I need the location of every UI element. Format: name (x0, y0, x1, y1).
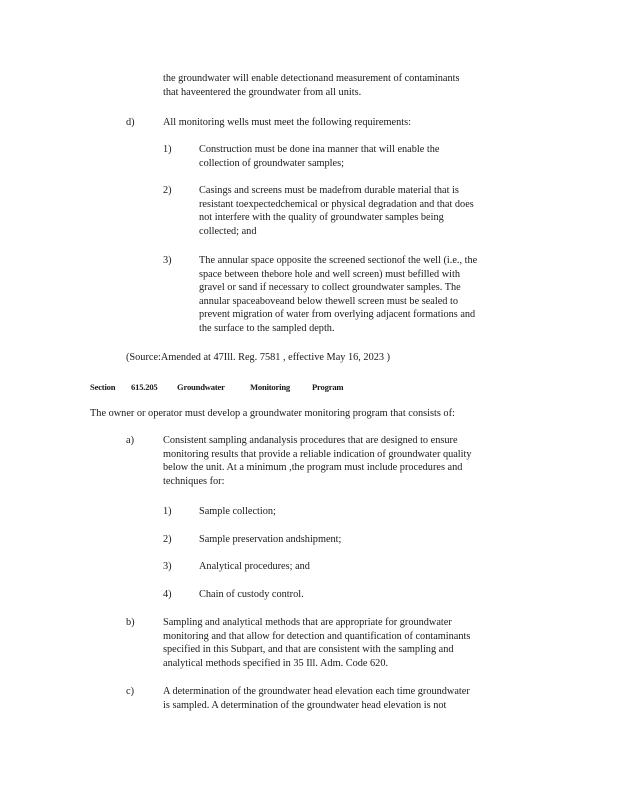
item-b-label: b) (126, 617, 135, 628)
item-d-text (163, 116, 411, 130)
section-title-word: Groundwater (177, 382, 225, 392)
section-title-word: Monitoring (250, 382, 291, 392)
item-b-text (163, 616, 470, 670)
text-line: Consistent sampling andanalysis procedures that are designed to ensure (163, 435, 458, 446)
text-line: monitoring and that allow for detection and quantification of contaminants (163, 630, 471, 642)
text-line: the surface to the sampled depth. (199, 322, 335, 334)
text-line: Analytical procedures; and (199, 561, 310, 572)
text-line: The annular space opposite the screened sectionof the well (i.e., the (199, 255, 478, 266)
item-a-2-text (199, 533, 341, 547)
item-d-label: d) (126, 117, 135, 128)
text-line: collection of groundwater samples; (199, 157, 344, 169)
text-line: is sampled. A determination of the groundwater head elevation is not (163, 699, 447, 711)
text-line: monitoring results that provide a reliable indication of groundwater quality (163, 448, 472, 460)
text-line: The owner or operator must develop a groundwater monitoring program that consists of: (90, 408, 455, 419)
text-line: resistant toexpectedchemical or physical degradation and that does (199, 198, 474, 210)
text-line: specified in this Subpart, and that are consistent with the sampling and (163, 644, 454, 656)
text-line: space between thebore hole and well screen) must befilled with (199, 268, 461, 280)
continuation-paragraph (163, 72, 460, 99)
item-d-2-label: 2) (163, 185, 172, 196)
text-line: techniques for: (163, 475, 225, 487)
text-line: analytical methods specified in 35 Ill. Adm. Code 620. (163, 657, 389, 669)
text-line: A determination of the groundwater head elevation each time groundwater (163, 686, 470, 697)
text-line: prevent migration of water from overlying adjacent formations and (199, 309, 476, 321)
text-line: Chain of custody control. (199, 589, 304, 600)
text-line: Sampling and analytical methods that are appropriate for groundwater (163, 617, 452, 628)
section-title-word: Program (312, 382, 344, 392)
section-number: 615.205 (131, 382, 158, 392)
section-label: Section (90, 382, 116, 392)
item-a-text (163, 434, 472, 488)
text-line: All monitoring wells must meet the following requirements: (163, 117, 411, 128)
item-c-label: c) (126, 686, 134, 697)
text-line: collected; and (199, 225, 257, 237)
item-d-1-text (199, 143, 440, 170)
text-line: below the unit. At a minimum ,the program must include procedures and (163, 462, 463, 474)
item-a-3-label: 3) (163, 561, 172, 572)
item-a-label: a) (126, 435, 134, 446)
text-line: the groundwater will enable detectionand measurement of contaminants (163, 73, 460, 84)
text-line: Sample collection; (199, 506, 276, 517)
item-a-1-label: 1) (163, 506, 172, 517)
section-heading (90, 381, 510, 395)
item-d-2-text (199, 184, 474, 238)
source-note (126, 351, 390, 365)
text-line: Construction must be done ina manner that will enable the (199, 144, 440, 155)
text-line: Casings and screens must be madefrom durable material that is (199, 185, 459, 196)
item-d-3-text (199, 254, 477, 336)
text-line: Sample preservation andshipment; (199, 534, 342, 545)
item-a-3-text (199, 560, 310, 574)
item-d-1-label: 1) (163, 144, 172, 155)
text-line: (Source:Amended at 47Ill. Reg. 7581 , effective May 16, 2023 ) (126, 352, 391, 363)
text-line: gravel or sand if necessary to collect groundwater samples. The (199, 282, 461, 294)
item-d-3-label: 3) (163, 255, 172, 266)
item-a-4-text (199, 588, 304, 602)
text-line: not interfere with the quality of groundwater samples being (199, 212, 444, 224)
item-c-text (163, 685, 470, 712)
item-a-4-label: 4) (163, 589, 172, 600)
item-a-1-text (199, 505, 276, 519)
intro-paragraph (90, 407, 455, 421)
item-a-2-label: 2) (163, 534, 172, 545)
text-line: annular spaceaboveand below thewell screen must be sealed to (199, 295, 459, 307)
text-line: that haveentered the groundwater from all units. (163, 86, 362, 98)
